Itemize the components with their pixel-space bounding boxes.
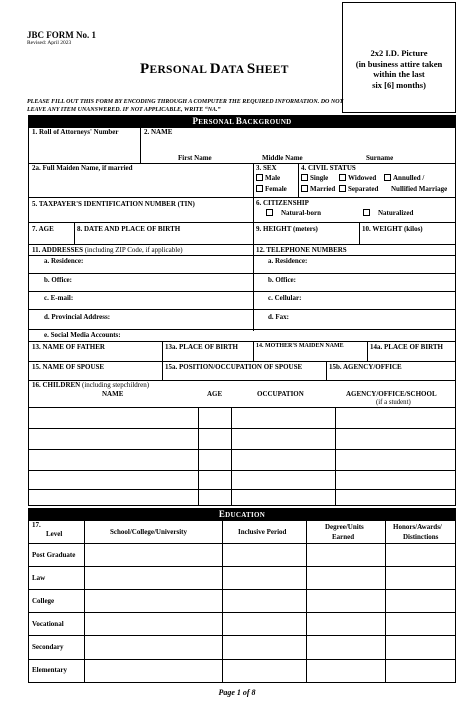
natural-born-checkbox[interactable]	[266, 209, 273, 216]
male-checkbox[interactable]	[256, 174, 263, 181]
single-checkbox[interactable]	[301, 174, 308, 181]
naturalized-checkbox[interactable]	[363, 209, 370, 216]
children-student-note: (if a student)	[376, 399, 411, 406]
level-college: College	[32, 597, 55, 605]
maiden-name-label: 2a. Full Maiden Name, if married	[32, 164, 133, 172]
photo-line-4: six [6] months)	[372, 79, 426, 90]
level-secondary: Secondary	[32, 643, 64, 651]
education-honors-header-2: Distinctions	[403, 533, 439, 541]
mother-birthplace-label: 14a. PLACE OF BIRTH	[370, 343, 444, 351]
address-provincial-label: d. Provincial Address:	[44, 313, 111, 321]
citizenship-natural-option[interactable]: Natural-born	[266, 209, 321, 217]
surname-label: Surname	[366, 154, 394, 162]
photo-line-2: (in business attire taken	[355, 58, 443, 69]
children-occupation-header: OCCUPATION	[257, 390, 304, 398]
weight-label: 10. WEIGHT (kilos)	[362, 225, 423, 233]
level-elementary: Elementary	[32, 666, 67, 674]
citizenship-label: 6. CITIZENSHIP	[256, 199, 309, 207]
first-name-label: First Name	[178, 154, 212, 162]
father-birthplace-label: 13a. PLACE OF BIRTH	[165, 343, 239, 351]
page-number: Page 1 of 8	[218, 688, 256, 697]
revision-date: Revised: April 2023	[27, 40, 72, 46]
tel-residence-label: a. Residence:	[268, 257, 308, 265]
civil-married-option[interactable]: Married	[301, 185, 335, 193]
education-honors-header: Honors/Awards/	[393, 523, 442, 531]
civil-separated-option[interactable]: Separated	[339, 185, 378, 193]
education-degree-header: Degree/Units	[325, 523, 364, 531]
photo-box[interactable]	[342, 2, 456, 113]
tin-label: 5. TAXPAYER'S IDENTIFICATION NUMBER (TIN)	[32, 200, 195, 208]
roll-number-input[interactable]	[30, 137, 138, 161]
page-title: PERSONAL DATA SHEET	[140, 61, 289, 77]
height-label: 9. HEIGHT (meters)	[256, 225, 318, 233]
tin-input[interactable]	[30, 209, 251, 221]
dob-label: 8. DATE AND PLACE OF BIRTH	[77, 225, 181, 233]
photo-line-1: 2x2 I.D. Picture	[370, 48, 428, 58]
widowed-checkbox[interactable]	[339, 174, 346, 181]
sex-female-option[interactable]: Female	[256, 185, 287, 193]
roll-number-label: 1. Roll of Attorneys' Number	[32, 128, 119, 136]
spouse-name-label: 15. NAME OF SPOUSE	[32, 363, 105, 371]
children-age-header: AGE	[207, 390, 223, 398]
address-email-label: c. E-mail:	[44, 294, 74, 302]
civil-widowed-option[interactable]: Widowed	[339, 174, 376, 182]
education-degree-header-2: Earned	[332, 533, 355, 541]
sex-male-option[interactable]: Male	[256, 174, 280, 182]
addresses-label: 11. ADDRESSES (including ZIP Code, if applicable)	[32, 246, 183, 254]
tel-fax-label: d. Fax:	[268, 313, 289, 321]
mother-maiden-label: 14. MOTHER'S MAIDEN NAME	[256, 343, 344, 349]
civil-nullified-label: Nullified Marriage	[391, 185, 448, 193]
level-post-graduate: Post Graduate	[32, 551, 76, 559]
education-level-header: Level	[46, 530, 63, 538]
instructions: PLEASE FILL OUT THIS FORM BY ENCODING THROUGH A COMPUTER THE REQUIRED INFORMATION. DO NOT LEAVE ANY ITEM UNANSWERED. IF NOT APPLICABLE, WRITE “NA.”	[27, 99, 344, 113]
civil-status-label: 4. CIVIL STATUS	[301, 164, 356, 172]
children-name-header: NAME	[102, 390, 124, 398]
education-period-header: Inclusive Period	[238, 528, 287, 536]
education-number: 17.	[32, 521, 41, 529]
separated-checkbox[interactable]	[339, 185, 346, 192]
name-input[interactable]	[142, 137, 454, 153]
photo-line-3: within the last	[373, 69, 425, 79]
children-agency-header: AGENCY/OFFICE/SCHOOL	[346, 390, 437, 398]
maiden-name-input[interactable]	[30, 173, 251, 195]
address-residence-label: a. Residence:	[44, 257, 84, 265]
form-number: JBC FORM No. 1	[27, 30, 96, 40]
tel-cellular-label: c. Cellular:	[268, 294, 302, 302]
civil-annulled-option[interactable]: Annulled /	[384, 174, 424, 182]
civil-single-option[interactable]: Single	[301, 174, 328, 182]
father-name-label: 13. NAME OF FATHER	[32, 343, 105, 351]
children-label: 16. CHILDREN (including stepchildren)	[32, 381, 150, 389]
female-checkbox[interactable]	[256, 185, 263, 192]
age-label: 7. AGE	[32, 225, 54, 233]
level-vocational: Vocational	[32, 620, 64, 628]
middle-name-label: Middle Name	[262, 154, 303, 162]
education-band: EDUCATION	[28, 508, 456, 520]
citizenship-naturalized-option[interactable]: Naturalized	[363, 209, 413, 217]
tel-office-label: b. Office:	[268, 276, 296, 284]
sex-label: 3. SEX	[256, 164, 277, 172]
married-checkbox[interactable]	[301, 185, 308, 192]
spouse-agency-label: 15b. AGENCY/OFFICE	[329, 363, 402, 371]
address-office-label: b. Office:	[44, 276, 72, 284]
name-label: 2. NAME	[144, 128, 173, 136]
annulled-checkbox[interactable]	[384, 174, 391, 181]
telephone-label: 12. TELEPHONE NUMBERS	[256, 246, 347, 254]
personal-background-band: PERSONAL BACKGROUND	[28, 115, 456, 127]
spouse-occupation-label: 15a. POSITION/OCCUPATION OF SPOUSE	[165, 363, 303, 371]
education-school-header: School/College/University	[110, 528, 187, 536]
social-media-label: e. Social Media Accounts:	[44, 331, 121, 339]
level-law: Law	[32, 574, 46, 582]
